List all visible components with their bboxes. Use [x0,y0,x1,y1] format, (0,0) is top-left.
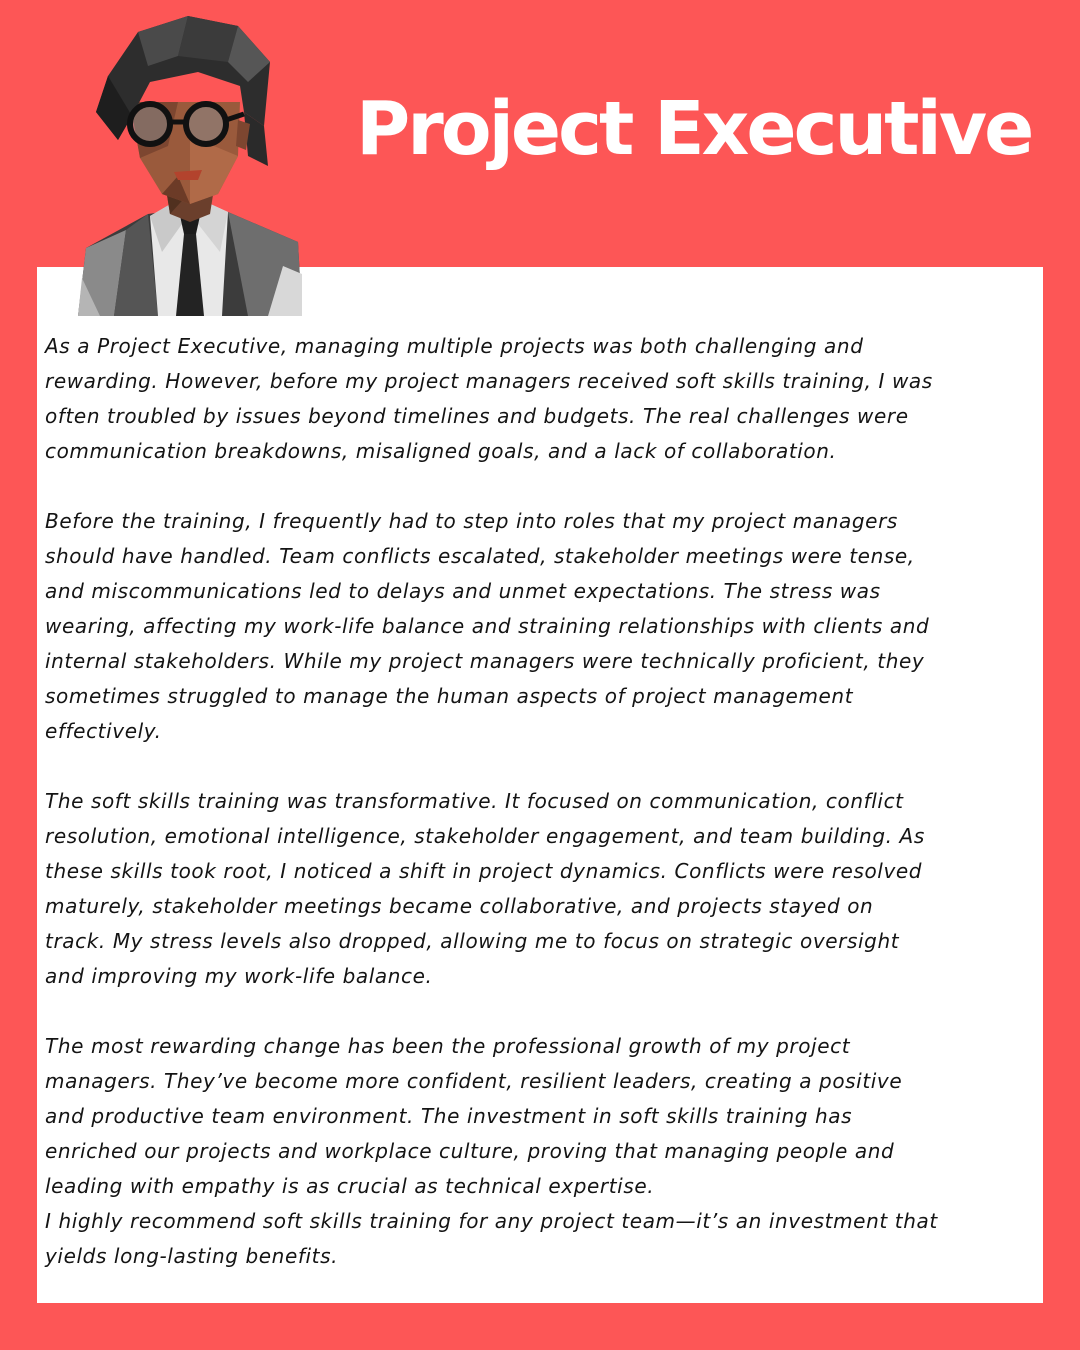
testimonial-paragraph: Before the training, I frequently had to step into roles that my project managers should have handled. Team conflicts escalated, stakeholder meetings were tense, and miscommunications led to delays and unmet expectations. The stress was wearing, affecting my work-life balance and straining relationships with clients and internal stakeholders. While my project managers were technically proficient, they sometimes struggled to manage the human aspects of project management effectively. [45,509,930,743]
testimonial-paragraph: The most rewarding change has been the professional growth of my project managers. They’ve become more confident, resilient leaders, creating a positive and productive team environment. The investment in soft skills training has enriched our projects and workplace culture, proving that managing people and leading with empathy is as crucial as technical expertise. [45,1034,903,1198]
testimonial-paragraph: I highly recommend soft skills training for any project team—it’s an investment that yields long-lasting benefits. [45,1209,938,1268]
testimonial-paragraph: The soft skills training was transformative. It focused on communication, conflict resolution, emotional intelligence, stakeholder engagement, and team building. As these skills took root, I noticed a shift in project dynamics. Conflicts were resolved maturely, stakeholder meetings became collaborative, and projects stayed on track. My stress levels also dropped, allowing me to focus on strategic oversight and improving my work-life balance. [45,789,925,988]
page-title: Project Executive [356,86,1032,172]
businessperson-portrait-icon [78,16,302,316]
testimonial-paragraph: As a Project Executive, managing multiple projects was both challenging and rewarding. However, before my project managers received soft skills training, I was often troubled by issues beyond timelines and budgets. The real challenges were communication breakdowns, misaligned goals, and a lack of collaboration. [45,334,933,463]
testimonial-text [45,329,1045,1274]
